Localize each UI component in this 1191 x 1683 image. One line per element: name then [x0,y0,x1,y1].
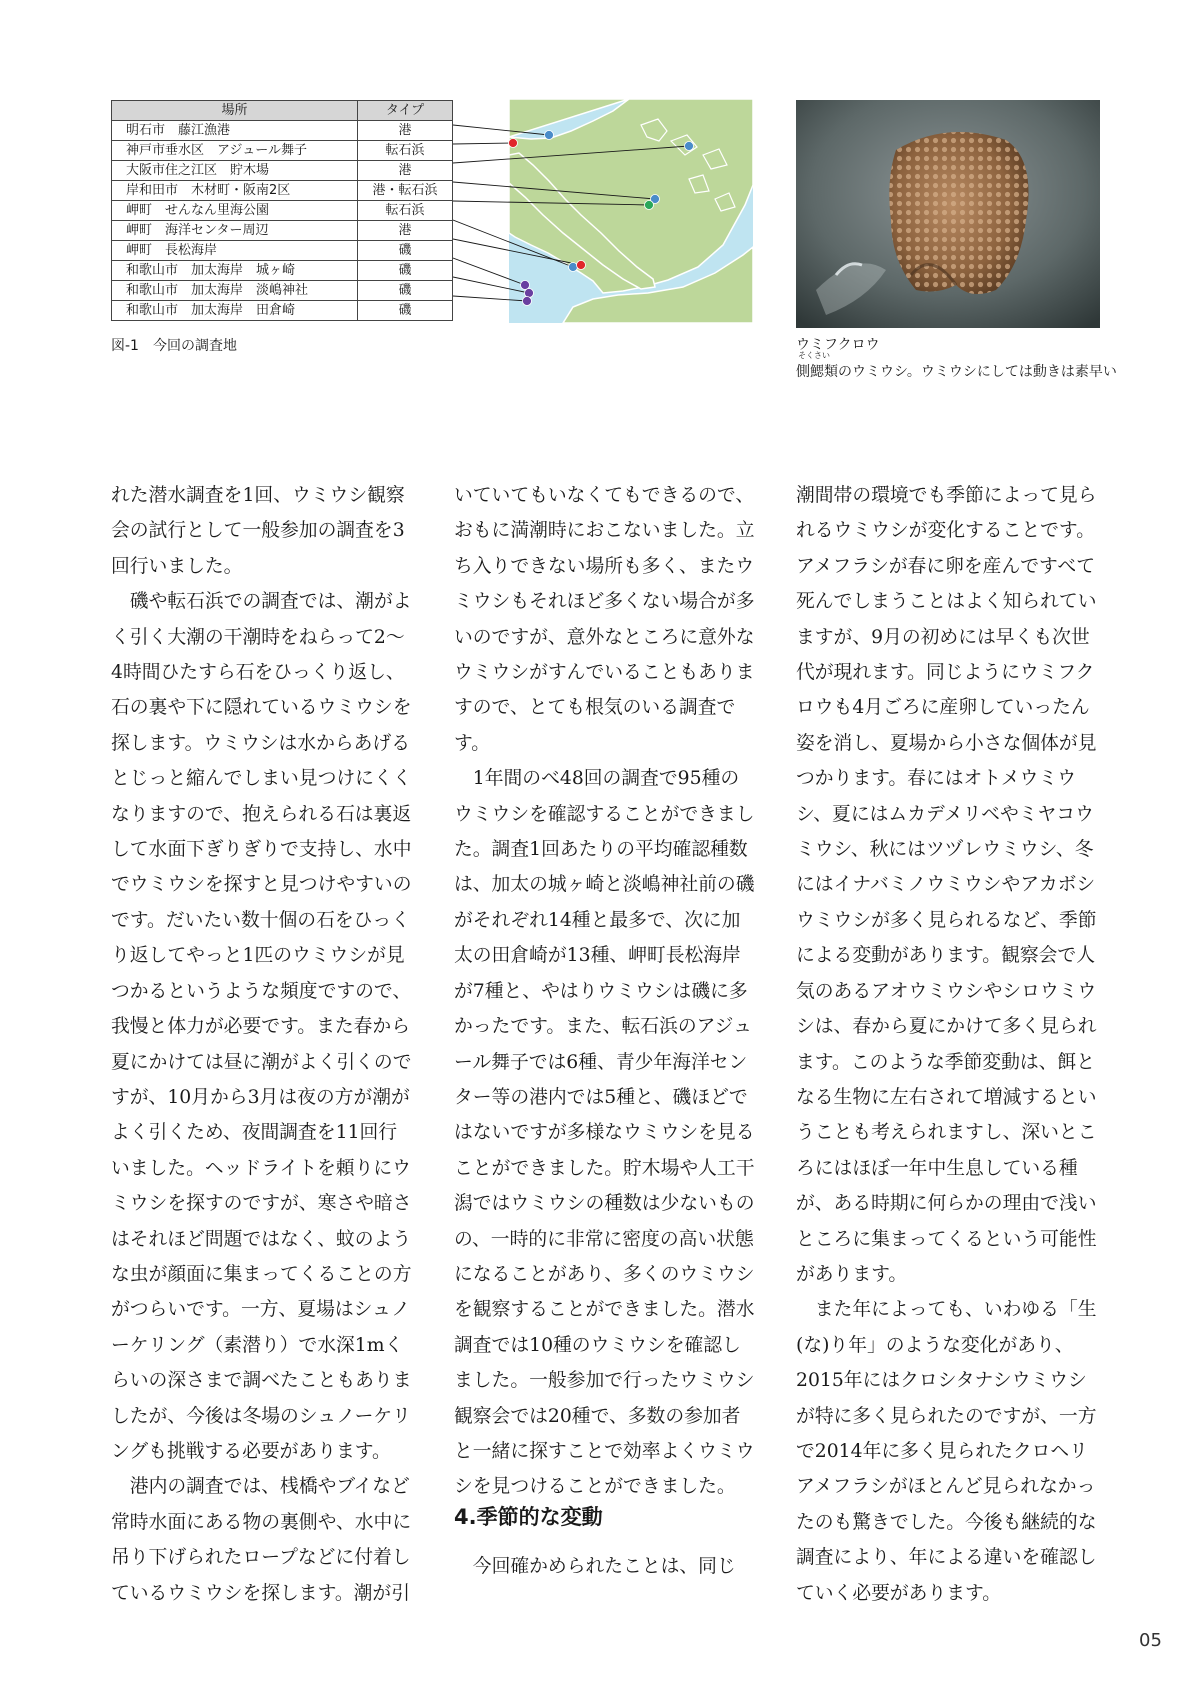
location-cell: 神戸市垂水区 アジュール舞子 [112,141,358,161]
ruby-base: 側鰓 [796,364,824,380]
site-dot [545,131,554,140]
paragraph: 磯や転石浜での調査では、潮がよく引く大潮の干潮時をねらって2〜4時間ひたすら石をひっくり返し、石の裏や下に隠れているウミウシを探します。ウミウシは水からあげるとじっと縮んでしまい見つけにくくなりますので、抱えられる石は裏返して水面下ぎりぎりで支持し、水中でウミウシを探すと見つけやすいのです。だいたい数十個の石をひっくり返してやっと1匹のウミウシが見つかるというような頻度ですので、我慢と体力が必要です。また春から夏にかけては昼に潮がよく引くのですが、10月から3月は夜の方が潮がよく引くため、夜間調査を11回行いました。ヘッドライトを頼りにウミウシを探すのですが、寒さや暗さはそれほど問題ではなく、蚊のような虫が顔面に集まってくることの方がつらいです。一方、夏場はシュノーケリング（素潜り）で水深1mくらいの深さまで調べたこともありましたが、今後は冬場のシュノーケリングも挑戦する必要があります。 [111,591,412,1462]
leader-line [453,143,513,144]
site-dot [521,281,530,290]
section-heading: 4.季節的な変動 [454,1505,603,1529]
location-cell: 明石市 藤江漁港 [112,121,358,141]
type-cell: 港・転石浜 [358,181,453,201]
type-cell: 磯 [358,261,453,281]
table-header-row [112,101,453,121]
type-cell: 港 [358,161,453,181]
site-dot [525,289,534,298]
location-cell: 岸和田市 木材町・阪南2区 [112,181,358,201]
table-row [112,261,453,281]
location-cell: 和歌山市 加太海岸 淡嶋神社 [112,281,358,301]
sea-slug-photo [796,100,1100,328]
location-cell: 岬町 せんなん里海公園 [112,201,358,221]
paragraph: 港内の調査では、桟橋やブイなど常時水面にある物の裏側や、水中に吊り下げられたロープなどに付着しているウミウシを探します。潮が引 [111,1476,412,1604]
location-cell: 和歌山市 加太海岸 田倉崎 [112,301,358,321]
page-number: 05 [1139,1630,1162,1651]
paragraph: 潮間帯の環境でも季節によって見られるウミウシが変化することです。アメフラシが春に卵を産んですべて死んでしまうことはよく知られていますが、9月の初めには早くも次世代が現れます。同じようにウミフクロウも4月ごろに産卵していったん姿を消し、夏場から小さな個体が見つかります。春にはオトメウミウシ、夏にはムカデメリベやミヤコウミウシ、秋にはツヅレウミウシ、冬にはイナバミノウミウシやアカボシウミウシが多く見られるなど、季節による変動があります。観察会で人気のあるアオウミウシやシロウミウシは、春から夏にかけて多く見られます。このような季節変動は、餌となる生物に左右されて増減するということも考えられますし、深いところにはほぼ一年中生息している種が、ある時期に何らかの理由で浅いところに集まってくるという可能性があります。 [796,485,1097,1285]
location-cell: 和歌山市 加太海岸 城ヶ崎 [112,261,358,281]
ruby-annotated-word [796,351,830,381]
location-cell: 岬町 海洋センター周辺 [112,221,358,241]
photo-description [796,351,1117,381]
site-dot [685,142,694,151]
table-row [112,201,453,221]
table-row [112,141,453,161]
site-dot [523,297,532,306]
site-dot [645,201,654,210]
type-cell: 磯 [358,281,453,301]
figure-caption: 図-1 今回の調査地 [111,338,237,354]
type-cell: 港 [358,121,453,141]
table-row [112,161,453,181]
table-row [112,241,453,261]
paragraph: いていてもいなくてもできるので、おもに満潮時におこないました。立ち入りできない場所も多く、またウミウシもそれほど多くない場合が多いのですが、意外なところに意外なウミウシがすんでいることもありますので、とても根気のいる調査です。 [454,485,755,754]
location-cell: 大阪市住之江区 貯木場 [112,161,358,181]
text-column-3 [796,478,1098,1611]
photo-title: ウミフクロウ [796,337,880,353]
header-location: 場所 [112,101,358,121]
type-cell: 転石浜 [358,141,453,161]
table-row [112,281,453,301]
site-dot [577,261,586,270]
text-column-2 [454,478,756,1505]
table-row [112,221,453,241]
table-row [112,121,453,141]
header-type: タイプ [358,101,453,121]
ruby-reading: そくさい [798,351,830,360]
paragraph: 1年間のべ48回の調査で95種のウミウシを確認することができました。調査1回あたりの平均確認種数は、加太の城ヶ崎と淡嶋神社前の磯がそれぞれ14種と最多で、次に加太の田倉崎が13種、岬町長松海岸が7種と、やはりウミウシは磯に多かったです。また、転石浜のアジュール舞子では6種、青少年海洋センター等の港内では5種と、磯ほどではないですが多様なウミウシを見ることができました。貯木場や人工干潟ではウミウシの種数は少ないものの、一時的に非常に密度の高い状態になることがあり、多くのウミウシを観察することができました。潜水調査では10種のウミウシを確認しました。一般参加で行ったウミウシ観察会では20種で、多数の参加者と一緒に探すことで効率よくウミウシを見つけることができました。 [454,768,755,1498]
survey-map [453,95,755,327]
text-column-1 [111,478,413,1611]
type-cell: 転石浜 [358,201,453,221]
table-row [112,181,453,201]
site-dot [569,263,578,272]
paragraph: れた潜水調査を1回、ウミウシ観察会の試行として一般参加の調査を3回行いました。 [111,485,405,577]
location-cell: 岬町 長松海岸 [112,241,358,261]
survey-site-table [111,100,453,321]
photo-description-rest: 類のウミウシ。ウミウシにしては動きは素早い [824,364,1117,380]
type-cell: 磯 [358,301,453,321]
sea-slug-texture [889,132,1028,294]
site-dot [509,139,518,148]
type-cell: 港 [358,221,453,241]
paragraph: また年によっても、いわゆる「生(な)り年」のような変化があり、2015年にはクロシタナシウミウシが特に多く見られたのですが、一方で2014年に多く見られたクロヘリアメフラシがほとんど見られなかったのも驚きでした。今後も継続的な調査により、年による違いを確認していく必要があります。 [796,1299,1097,1604]
section-lead-paragraph: 今回確かめられたことは、同じ [472,1556,736,1577]
table-row [112,301,453,321]
type-cell: 磯 [358,241,453,261]
